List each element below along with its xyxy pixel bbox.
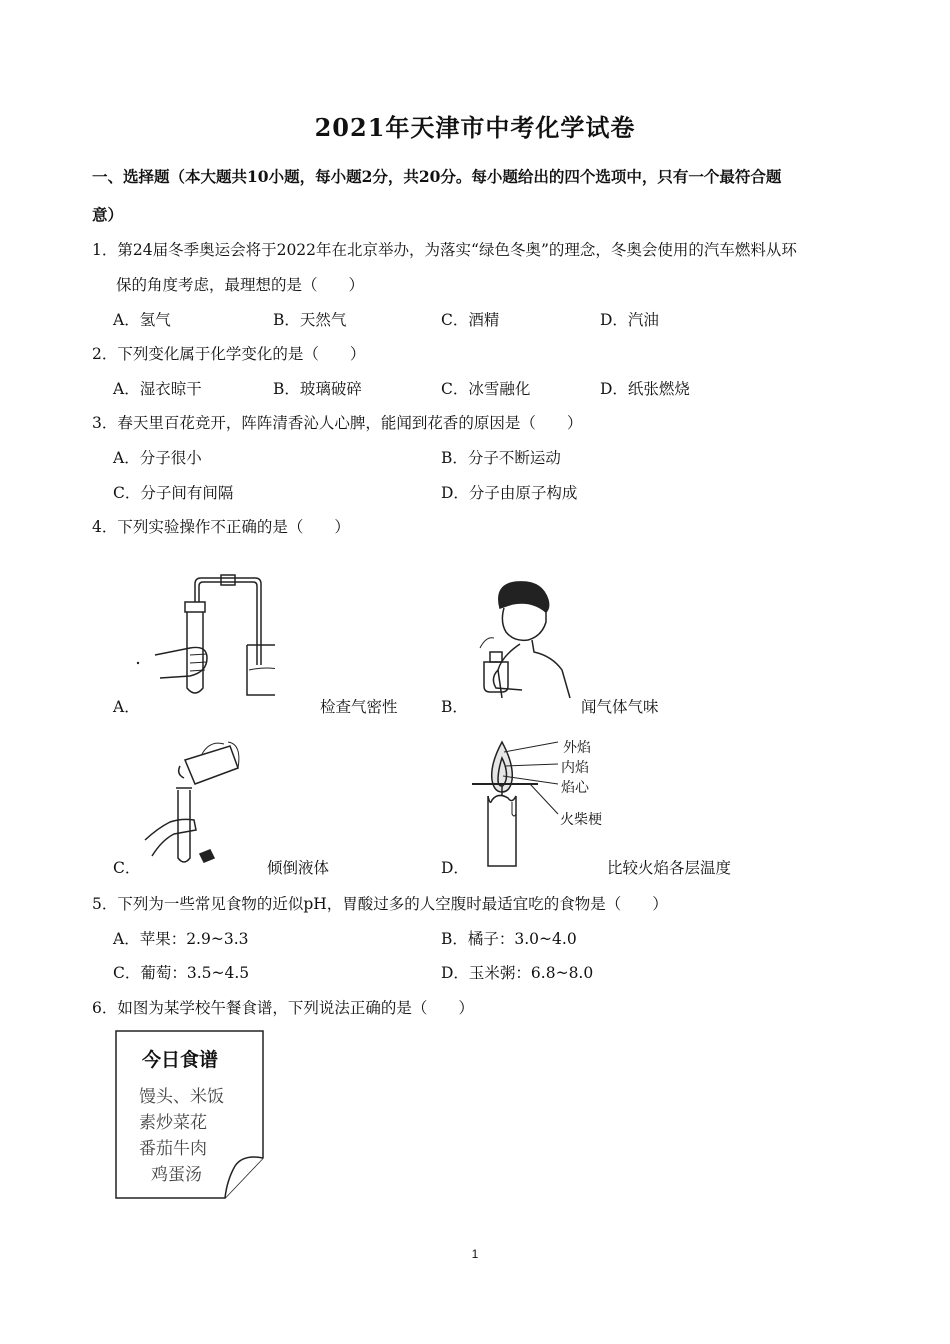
section-heading-line1: 一、选择题（本大题共10小题，每小题2分，共20分。每小题给出的四个选项中，只有一个最符合题	[92, 167, 782, 186]
airtightness-check-figure	[135, 570, 275, 700]
q4-option-c-letter: C．	[113, 859, 141, 877]
menu-heading: 今日食谱	[142, 1049, 219, 1071]
flame-label-core: 焰心	[561, 780, 589, 796]
q5-option-b: B．橘子：3.0~4.0	[441, 930, 577, 948]
question-1-stem-line2: 保的角度考虑，最理想的是（ ）	[116, 276, 365, 294]
flame-label-matchstick: 火柴梗	[560, 812, 602, 828]
q1-option-b: B．天然气	[273, 311, 347, 329]
question-2-stem: 2．下列变化属于化学变化的是（ ）	[92, 345, 366, 363]
q5-option-d: D．玉米粥：6.8~8.0	[441, 964, 594, 982]
menu-item: 鸡蛋汤	[151, 1165, 202, 1185]
question-4-stem: 4．下列实验操作不正确的是（ ）	[92, 518, 350, 536]
q3-option-a: A．分子很小	[113, 449, 202, 467]
q2-option-d: D．纸张燃烧	[600, 380, 690, 398]
menu-item: 素炒菜花	[139, 1113, 207, 1133]
q4-option-a-caption: 检查气密性	[320, 698, 398, 716]
q3-option-c: C．分子间有间隔	[113, 484, 234, 502]
q4-option-a-letter: A．	[113, 698, 140, 716]
q5-option-c: C．葡萄：3.5~4.5	[113, 964, 250, 982]
q4-option-d-caption: 比较火焰各层温度	[607, 859, 732, 877]
q5-option-a: A．苹果：2.9~3.3	[113, 930, 249, 948]
section-heading-line2: 意）	[92, 205, 124, 224]
flame-label-inner: 内焰	[561, 760, 589, 776]
q3-option-b: B．分子不断运动	[441, 449, 561, 467]
question-1-stem-line1: 1．第24届冬季奥运会将于2022年在北京举办，为落实“绿色冬奥”的理念，冬奥会使用的汽车燃料从环	[92, 241, 797, 259]
flame-label-outer: 外焰	[563, 740, 591, 756]
q1-option-a: A．氢气	[113, 311, 171, 329]
q2-option-c: C．冰雪融化	[441, 380, 531, 398]
question-5-stem: 5．下列为一些常见食物的近似pH，胃酸过多的人空腹时最适宜吃的食物是（ ）	[92, 895, 668, 913]
menu-item: 番茄牛肉	[139, 1139, 207, 1159]
q4-option-d-letter: D．	[441, 859, 469, 877]
q4-option-b-caption: 闻气体气味	[581, 698, 659, 716]
question-6-stem: 6．如图为某学校午餐食谱，下列说法正确的是（ ）	[92, 999, 474, 1017]
lunch-menu-card	[115, 1030, 265, 1200]
q2-option-a: A．湿衣晾干	[113, 380, 202, 398]
q4-option-c-caption: 倾倒液体	[267, 859, 330, 877]
pouring-liquid-figure	[140, 738, 245, 868]
page-number: 1	[471, 1247, 479, 1261]
candle-flame-figure	[468, 734, 628, 870]
q4-option-b-letter: B．	[441, 698, 468, 716]
q3-option-d: D．分子由原子构成	[441, 484, 578, 502]
menu-item: 馒头、米饭	[139, 1087, 224, 1107]
page-title: 2021年天津市中考化学试卷	[314, 113, 636, 142]
q2-option-b: B．玻璃破碎	[273, 380, 362, 398]
q1-option-c: C．酒精	[441, 311, 500, 329]
question-3-stem: 3．春天里百花竞开，阵阵清香沁人心脾，能闻到花香的原因是（ ）	[92, 414, 583, 432]
smelling-gas-figure	[462, 578, 577, 703]
q1-option-d: D．汽油	[600, 311, 659, 329]
